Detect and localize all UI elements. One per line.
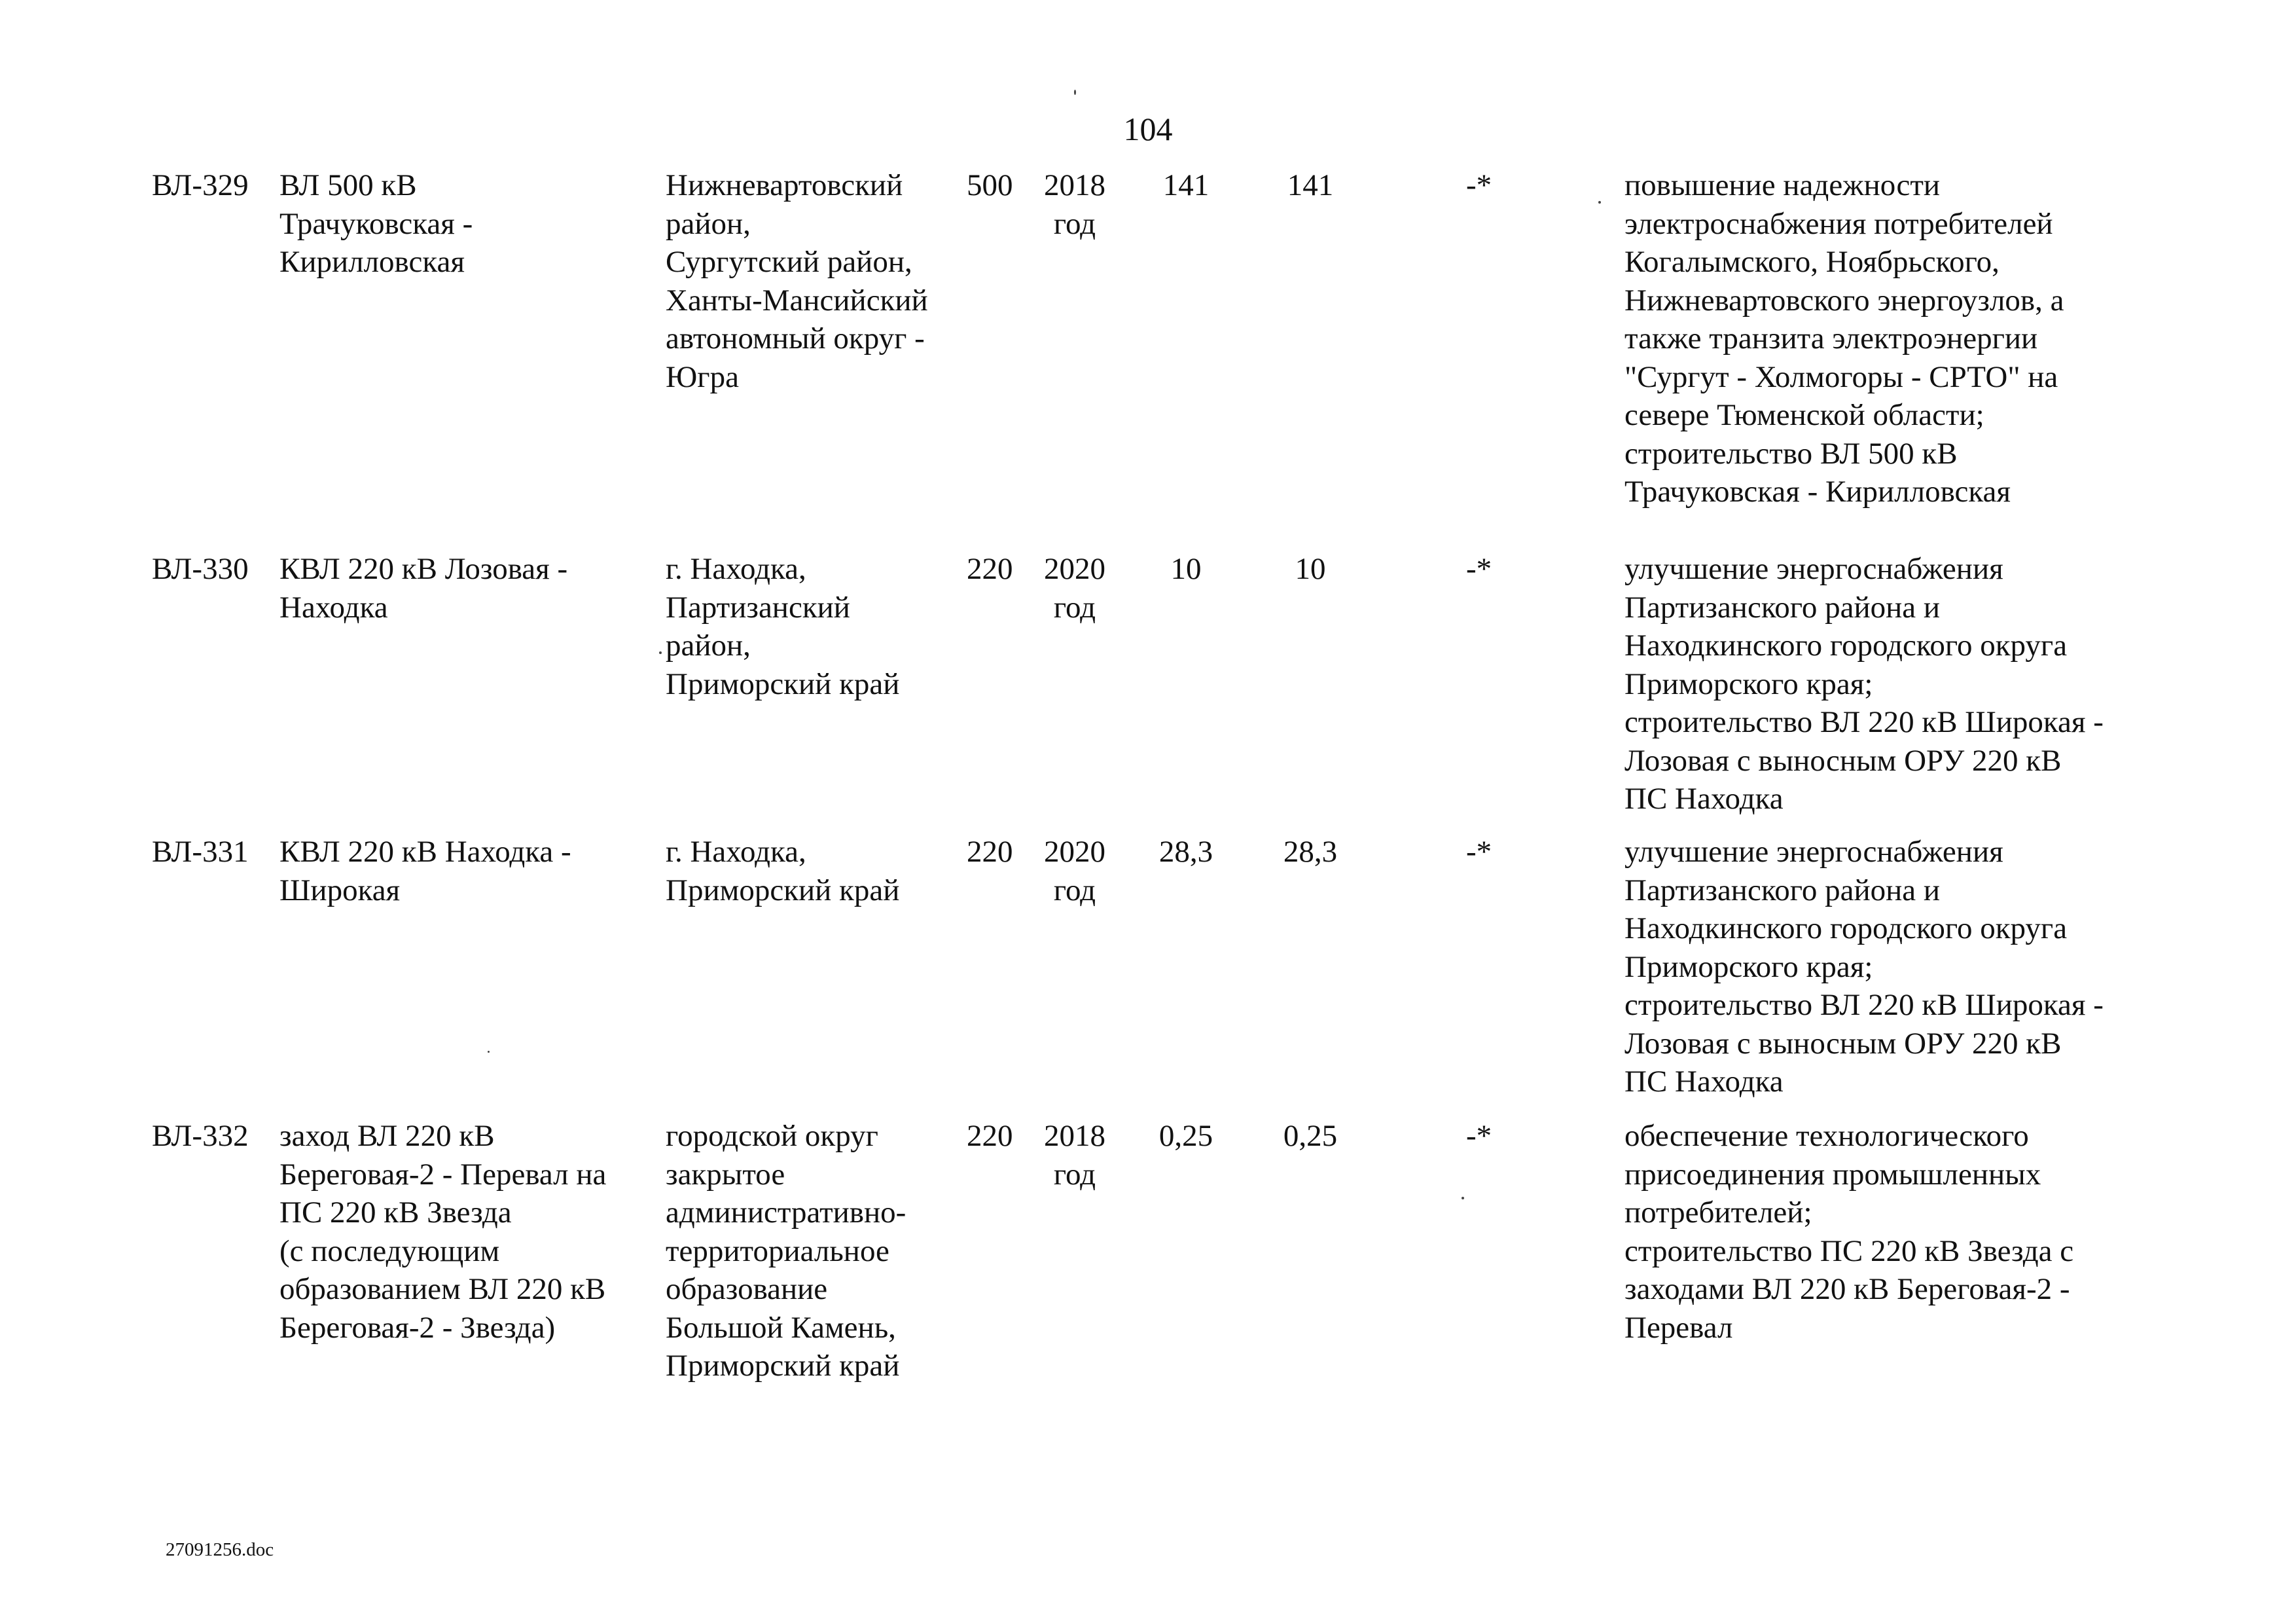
line-length-total: 0,25 [1283, 1119, 1338, 1153]
scan-speck [488, 1051, 490, 1053]
line-name: заход ВЛ 220 кВ Береговая-2 - Перевал на ПС 220 кВ Звезда (с последующим образованием ВЛ 220 кВ Береговая-2 - Звезда) [279, 1119, 607, 1345]
line-code: ВЛ-330 [152, 552, 249, 586]
line-length: 141 [1162, 168, 1210, 202]
line-voltage: 220 [967, 1119, 1013, 1153]
line-code: ВЛ-331 [152, 835, 249, 869]
line-mark: -* [1466, 1119, 1492, 1153]
line-year: 2020 год [1044, 835, 1105, 907]
line-year: 2018 год [1044, 168, 1105, 241]
line-length-total: 28,3 [1283, 835, 1338, 869]
scan-speck [1462, 1197, 1464, 1199]
line-region: Нижневартовский район, Сургутский район, Ханты-Мансийский автономный округ - Югра [666, 168, 928, 394]
footer-filename: 27091256.doc [166, 1539, 274, 1560]
line-region: г. Находка, Партизанский район, Приморский край [666, 552, 900, 701]
line-length: 10 [1170, 552, 1202, 586]
line-purpose: повышение надежности электроснабжения потребителей Когалымского, Ноябрьского, Нижневартовского энергоузлов, а также транзита электроэнергии "Сургут - Холмогоры - СРТО" на севере Тюменской области; строительство ВЛ 500 кВ Трачуковская - Кирилловская [1624, 168, 2064, 509]
line-mark: -* [1466, 168, 1492, 202]
line-name: КВЛ 220 кВ Лозовая - Находка [279, 552, 568, 625]
line-region: г. Находка, Приморский край [666, 835, 900, 907]
line-code: ВЛ-332 [152, 1119, 249, 1153]
line-mark: -* [1466, 835, 1492, 869]
line-length: 0,25 [1158, 1119, 1213, 1153]
line-year: 2020 год [1044, 552, 1105, 625]
scan-speck [1074, 90, 1076, 95]
line-region: городской округ закрытое административно- территориальное образование Большой Камень, Приморский край [666, 1119, 906, 1383]
line-purpose: улучшение энергоснабжения Партизанского района и Находкинского городского округа Приморского края; строительство ВЛ 220 кВ Широкая - Лозовая с выносным ОРУ 220 кВ ПС Находка [1624, 835, 2104, 1099]
line-purpose: улучшение энергоснабжения Партизанского района и Находкинского городского округа Приморского края; строительство ВЛ 220 кВ Широкая - Лозовая с выносным ОРУ 220 кВ ПС Находка [1624, 552, 2104, 816]
scan-speck [659, 651, 662, 654]
line-code: ВЛ-329 [152, 168, 249, 202]
line-mark: -* [1466, 552, 1492, 586]
line-length: 28,3 [1158, 835, 1213, 869]
line-name: КВЛ 220 кВ Находка - Широкая [279, 835, 571, 907]
line-voltage: 220 [967, 835, 1013, 869]
line-year: 2018 год [1044, 1119, 1105, 1192]
line-length-total: 141 [1287, 168, 1334, 202]
line-length-total: 10 [1295, 552, 1326, 586]
line-purpose: обеспечение технологического присоединения промышленных потребителей; строительство ПС 220 кВ Звезда с заходами ВЛ 220 кВ Береговая-2 - Перевал [1624, 1119, 2074, 1345]
line-voltage: 500 [967, 168, 1013, 202]
scan-speck [1598, 201, 1601, 204]
line-voltage: 220 [967, 552, 1013, 586]
line-name: ВЛ 500 кВ Трачуковская - Кирилловская [279, 168, 473, 279]
page-number: 104 [1123, 111, 1173, 147]
